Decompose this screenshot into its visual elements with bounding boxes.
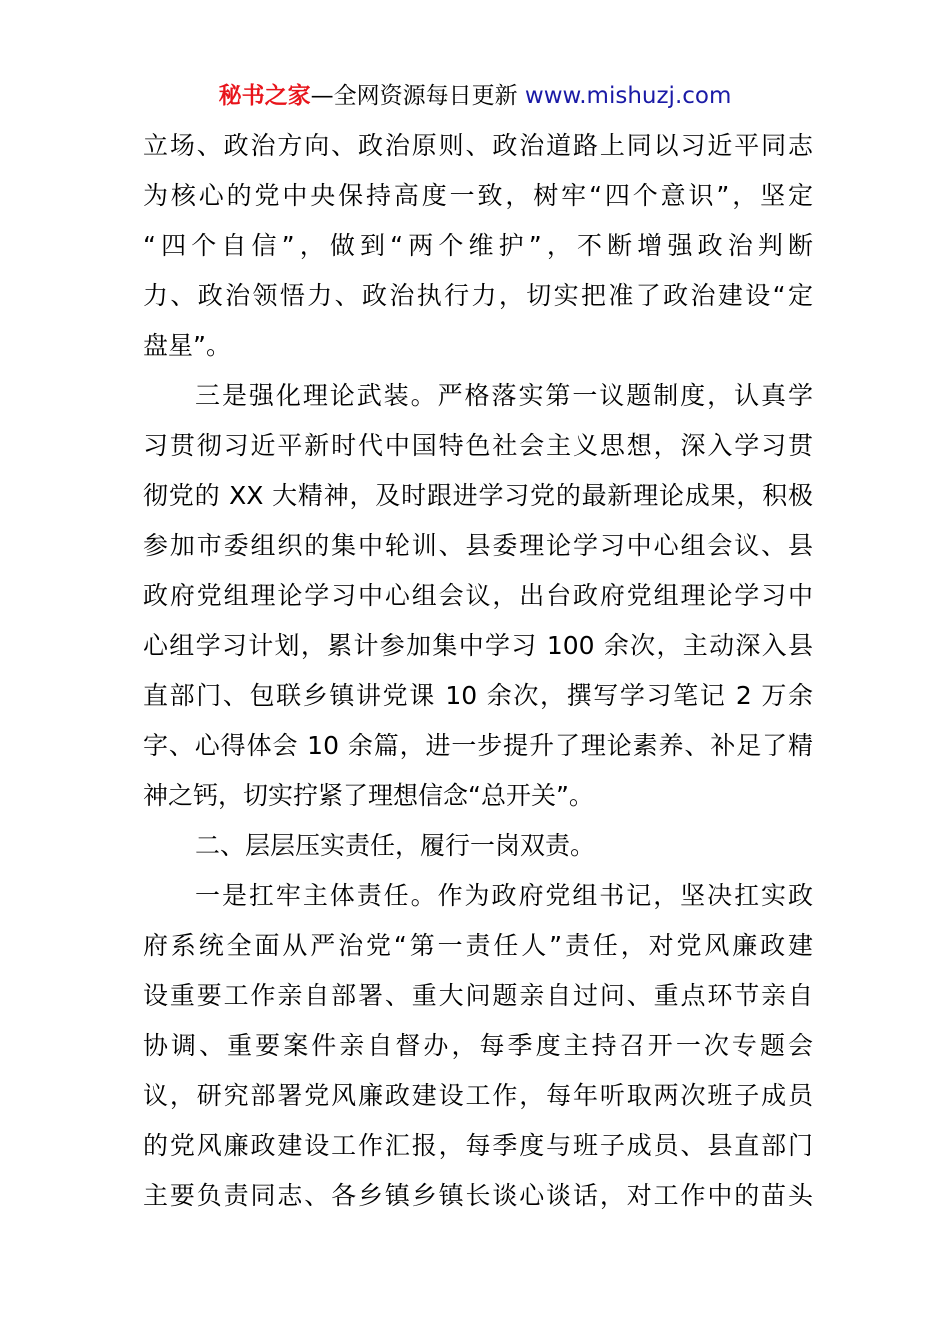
site-header	[0, 80, 950, 112]
text-line: 的党风廉政建设工作汇报，每季度与班子成员、县直部门	[143, 1131, 813, 1160]
text-line: 习贯彻习近平新时代中国特色社会主义思想，深入学习贯	[143, 431, 813, 460]
text-line: 设重要工作亲自部署、重大问题亲自过问、重点环节亲自	[143, 981, 813, 1010]
text-line: 心组学习计划，累计参加集中学习 100 余次，主动深入县	[143, 631, 813, 660]
site-slogan: —全网资源每日更新	[310, 83, 525, 109]
text-line: 彻党的 XX 大精神，及时跟进学习党的最新理论成果，积极	[143, 481, 813, 510]
text-line: 府系统全面从严治党“第一责任人”责任，对党风廉政建	[143, 931, 813, 960]
paragraph-start-line: 一是扛牢主体责任。作为政府党组书记，坚决扛实政	[195, 881, 813, 910]
text-line: 议，研究部署党风廉政建设工作，每年听取两次班子成员	[143, 1081, 813, 1110]
text-line: 直部门、包联乡镇讲党课 10 余次，撰写学习笔记 2 万余	[143, 681, 813, 710]
document-body	[143, 121, 813, 1221]
text-line: 盘星”。	[143, 331, 231, 360]
section-heading: 二、层层压实责任，履行一岗双责。	[195, 831, 596, 860]
paragraph-start-line: 三是强化理论武装。严格落实第一议题制度，认真学	[195, 381, 813, 410]
text-line: 主要负责同志、各乡镇乡镇长谈心谈话，对工作中的苗头	[143, 1181, 813, 1210]
text-line: 字、心得体会 10 余篇，进一步提升了理论素养、补足了精	[143, 731, 813, 760]
text-line: 为核心的党中央保持高度一致，树牢“四个意识”，坚定	[143, 181, 813, 210]
text-line: 协调、重要案件亲自督办，每季度主持召开一次专题会	[143, 1031, 813, 1060]
site-url-link[interactable]: www.mishuzj.com	[524, 83, 732, 109]
site-brand: 秘书之家	[218, 83, 311, 109]
text-line: 神之钙，切实拧紧了理想信念“总开关”。	[143, 781, 594, 810]
text-line: 立场、政治方向、政治原则、政治道路上同以习近平同志	[143, 131, 813, 160]
text-line: “四个自信”，做到“两个维护”，不断增强政治判断	[143, 231, 813, 260]
text-line: 参加市委组织的集中轮训、县委理论学习中心组会议、县	[143, 531, 813, 560]
text-line: 力、政治领悟力、政治执行力，切实把准了政治建设“定	[143, 281, 813, 310]
text-line: 政府党组理论学习中心组会议，出台政府党组理论学习中	[143, 581, 813, 610]
